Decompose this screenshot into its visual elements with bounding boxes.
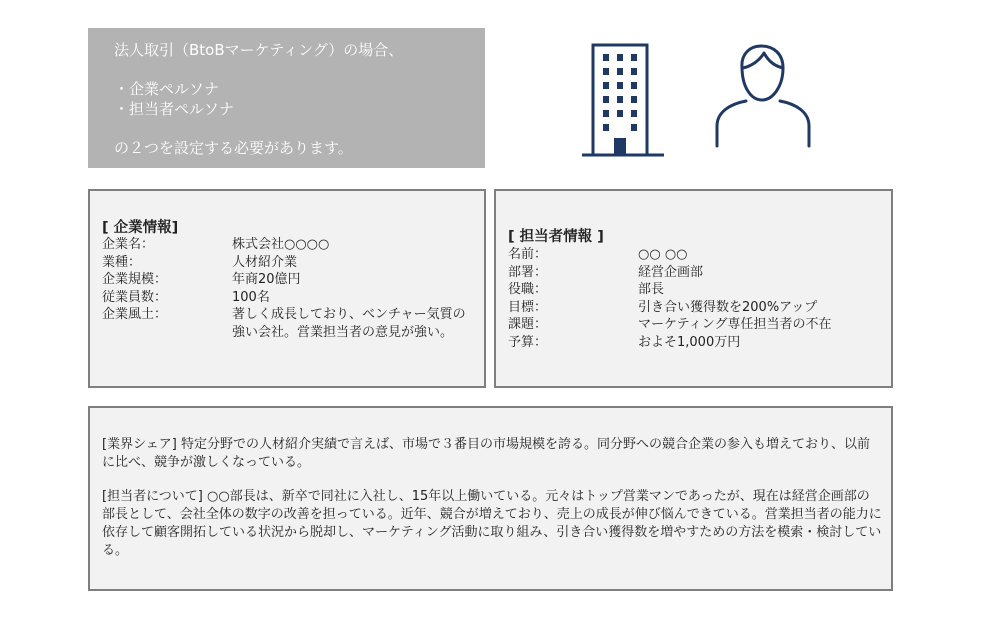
field-value: 著しく成長しており、ベンチャー気質の強い会社。営業担当者の意見が強い。: [232, 307, 466, 340]
contact-background-paragraph: [担当者について] ○○部長は、新卒で同社に入社し、15年以上働いている。元々はトップ営業マンであったが、現在は経営企画部の部長として、会社全体の数字の改善を担っている。近年、競合が増えており、売上の成長が伸び悩んできている。営業担当者の能力に依存して顧客開拓している状況から脱却し、マーケティング活動に取り組み、引き合い獲得数を増やすための方法を模索・検討している。: [102, 489, 882, 558]
intro-bullet-contact: ・担当者ペルソナ: [114, 100, 235, 118]
intro-conclusion: の２つを設定する必要があります。: [114, 139, 353, 157]
contact-info-list: [508, 246, 831, 351]
field-label: 目標：: [508, 299, 548, 315]
field-label: 名前：: [508, 247, 548, 262]
company-info-box: [88, 189, 486, 388]
field-label: 役職：: [508, 282, 548, 297]
field-label: 課題：: [508, 317, 548, 332]
field-value: 経営企画部: [638, 264, 704, 280]
issue-row: [508, 316, 831, 334]
contact-info-box: [494, 189, 893, 388]
field-label: 企業名：: [102, 237, 155, 252]
field-value: ○○ ○○: [638, 247, 688, 262]
field-label: 企業風土：: [102, 307, 168, 322]
industry-share-paragraph: [業界シェア] 特定分野での人材紹介実績で言えば、市場で３番目の市場規模を誇る。同分野への競合企業の参入も増えており、以前に比べ、競争が激しくなっている。: [102, 437, 871, 470]
contact-info-title: [ 担当者情報 ]: [508, 229, 604, 245]
goal-row: [508, 299, 831, 317]
department-row: [508, 264, 831, 282]
field-value: 部長: [638, 282, 665, 297]
field-value: 年商20億円: [232, 272, 301, 287]
field-label: 業種：: [102, 254, 142, 270]
field-value: 引き合い獲得数を200%アップ: [638, 299, 818, 315]
field-label: 予算：: [508, 334, 548, 350]
field-value: 株式会社○○○○: [232, 237, 330, 252]
intro-callout: [88, 28, 485, 168]
company-info-title: [ 企業情報]: [102, 220, 179, 236]
company-size-row: [102, 271, 472, 289]
company-name-row: [102, 236, 472, 254]
field-label: 部署：: [508, 264, 548, 280]
company-info-list: [102, 236, 472, 341]
contact-name-row: [508, 246, 831, 264]
details-box: [88, 406, 893, 591]
person-icon: [714, 42, 814, 152]
industry-row: [102, 254, 472, 272]
field-label: 企業規模：: [102, 272, 168, 287]
employee-count-row: [102, 289, 472, 307]
corporate-culture-row: [102, 306, 472, 341]
field-label: 従業員数：: [102, 289, 168, 305]
field-value: 人材紹介業: [232, 254, 298, 270]
field-value: マーケティング専任担当者の不在: [638, 317, 832, 332]
field-value: 100名: [232, 289, 270, 305]
intro-bullet-company: ・企業ペルソナ: [114, 80, 220, 98]
position-row: [508, 281, 831, 299]
building-icon: [580, 42, 666, 158]
field-value: およそ1,000万円: [638, 334, 741, 350]
budget-row: [508, 334, 831, 352]
intro-heading: 法人取引（BtoBマーケティング）の場合、: [114, 41, 404, 59]
